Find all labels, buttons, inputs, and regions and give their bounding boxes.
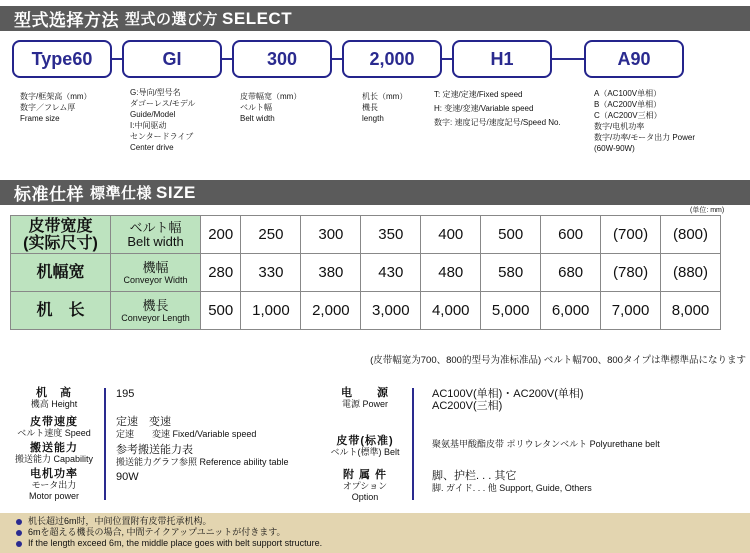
- code-box-speed: H1: [452, 40, 552, 78]
- semi-standard-note: (皮带幅宽为700、800的型号为准标准品) ベルト幅700、800タイプは準標準品になります: [370, 355, 746, 366]
- code-box-type: Type60: [12, 40, 112, 78]
- code-box-power: A90: [584, 40, 684, 78]
- table-cell: 580: [481, 254, 541, 292]
- row-header-ja: ベルト幅 Belt width: [111, 216, 201, 254]
- table-cell: 480: [421, 254, 481, 292]
- prop-option-value: 脚、护栏. . . 其它 脚. ガイド. . . 他 Support, Guide, Others: [432, 470, 592, 493]
- prop-capability-value: 参考搬送能力表 搬送能力グラフ参照 Reference ability table: [116, 444, 289, 467]
- prop-height-value: 195: [116, 388, 135, 400]
- table-row: [11, 254, 721, 292]
- table-cell: 8,000: [661, 292, 721, 330]
- table-cell: 4,000: [421, 292, 481, 330]
- table-cell: 680: [541, 254, 601, 292]
- code-box-length: 2,000: [342, 40, 442, 78]
- standard-title-zh: 标准仕样: [14, 185, 84, 204]
- table-cell: 2,000: [301, 292, 361, 330]
- table-cell: 300: [301, 216, 361, 254]
- table-cell: 500: [481, 216, 541, 254]
- table-cell: 330: [241, 254, 301, 292]
- table-cell: 6,000: [541, 292, 601, 330]
- select-title-en: SELECT: [222, 8, 293, 28]
- prop-option-label: 附 属 件 オプション Option: [342, 469, 388, 502]
- table-cell: 350: [361, 216, 421, 254]
- guide-model-label: G:导向/型号名 ダゴーレス/モデル Guide/Model I:中间驱动 センタードライブ Center drive: [130, 88, 196, 152]
- length-label: 机长（mm） 機長 length: [362, 92, 408, 123]
- bullet-icon: [16, 530, 22, 536]
- power-label: A（AC100V单相） B（AC200V单相） C（AC200V三相） 数字/电机功率 数字/功率/モータ出力 Power (60W-90W): [594, 89, 696, 153]
- prop-speed-label: 皮带速度 ベルト速度 Speed: [17, 416, 91, 438]
- right-column-divider: [412, 388, 414, 500]
- code-box-belt-width: 300: [232, 40, 332, 78]
- select-title-ja: 型式の選び方: [125, 11, 219, 28]
- row-header-zh: 机幅宽: [11, 254, 111, 292]
- prop-belt-label: 皮带(标准) ベルト(標準) Belt: [330, 435, 400, 457]
- table-cell: 400: [421, 216, 481, 254]
- standard-section-header: [0, 180, 750, 205]
- select-title-zh: 型式选择方法: [14, 11, 119, 30]
- row-header-ja: 機幅 Conveyor Width: [111, 254, 201, 292]
- belt-width-label: 皮带幅宽（mm） ベルト幅 Belt width: [240, 92, 302, 123]
- table-cell: 380: [301, 254, 361, 292]
- table-cell: 280: [201, 254, 241, 292]
- table-cell: 430: [361, 254, 421, 292]
- row-header-ja: 機長 Conveyor Length: [111, 292, 201, 330]
- prop-motor-label: 电机功率 モータ出力 Motor power: [28, 468, 80, 501]
- left-column-divider: [104, 388, 106, 500]
- prop-power-label: 电 源 電源 Power: [341, 387, 389, 409]
- bullet-icon: [16, 541, 22, 547]
- standard-size-table: [10, 215, 721, 330]
- table-row: [11, 216, 721, 254]
- table-cell: 7,000: [601, 292, 661, 330]
- table-cell: 5,000: [481, 292, 541, 330]
- speed-label: T: 定速/定速/Fixed speed H: 变速/変速/Variable speed 数字: 速度记号/速度記号/Speed No.: [434, 90, 561, 127]
- table-cell: (800): [661, 216, 721, 254]
- table-cell: 250: [241, 216, 301, 254]
- row-header-zh: 皮带宽度 (实际尺寸): [11, 216, 111, 254]
- table-cell: (880): [661, 254, 721, 292]
- table-row: [11, 292, 721, 330]
- table-cell: 1,000: [241, 292, 301, 330]
- code-connector: [222, 58, 232, 60]
- prop-power-value: AC100V(单相)・AC200V(单相) AC200V(三相): [432, 388, 584, 412]
- table-cell: (700): [601, 216, 661, 254]
- prop-belt-value: 聚氨基甲酸酯皮带 ポリウレタンベルト Polyurethane belt: [432, 439, 660, 449]
- code-connector: [552, 58, 584, 60]
- bullet-icon: [16, 519, 22, 525]
- table-cell: 200: [201, 216, 241, 254]
- code-connector: [112, 58, 122, 60]
- footer-note: 机长超过6m时，中间位置附有皮带托承机构。 6mを超える機長の場合, 中間テイクアップユニットが付きます。 If the length exceed 6m, the middle place goes with belt support structure.: [0, 513, 750, 553]
- prop-speed-value: 定速 变速 定速 変速 Fixed/Variable speed: [116, 416, 257, 439]
- table-cell: 600: [541, 216, 601, 254]
- code-connector: [332, 58, 342, 60]
- table-cell: 3,000: [361, 292, 421, 330]
- prop-height-label: 机 高 機高 Height: [30, 387, 78, 409]
- table-cell: 500: [201, 292, 241, 330]
- standard-title-en: SIZE: [156, 182, 196, 202]
- table-cell: (780): [601, 254, 661, 292]
- prop-motor-value: 90W: [116, 471, 139, 483]
- row-header-zh: 机 长: [11, 292, 111, 330]
- prop-capability-label: 搬送能力 搬送能力 Capability: [14, 442, 94, 464]
- code-connector: [442, 58, 452, 60]
- frame-size-label: 数字/框架高（mm） 数字／フレム厚 Frame size: [20, 92, 92, 123]
- select-section-header: [0, 6, 750, 31]
- unit-note: (单位: mm): [690, 207, 725, 214]
- standard-title-ja: 標準仕様: [90, 185, 153, 202]
- code-box-guide: GI: [122, 40, 222, 78]
